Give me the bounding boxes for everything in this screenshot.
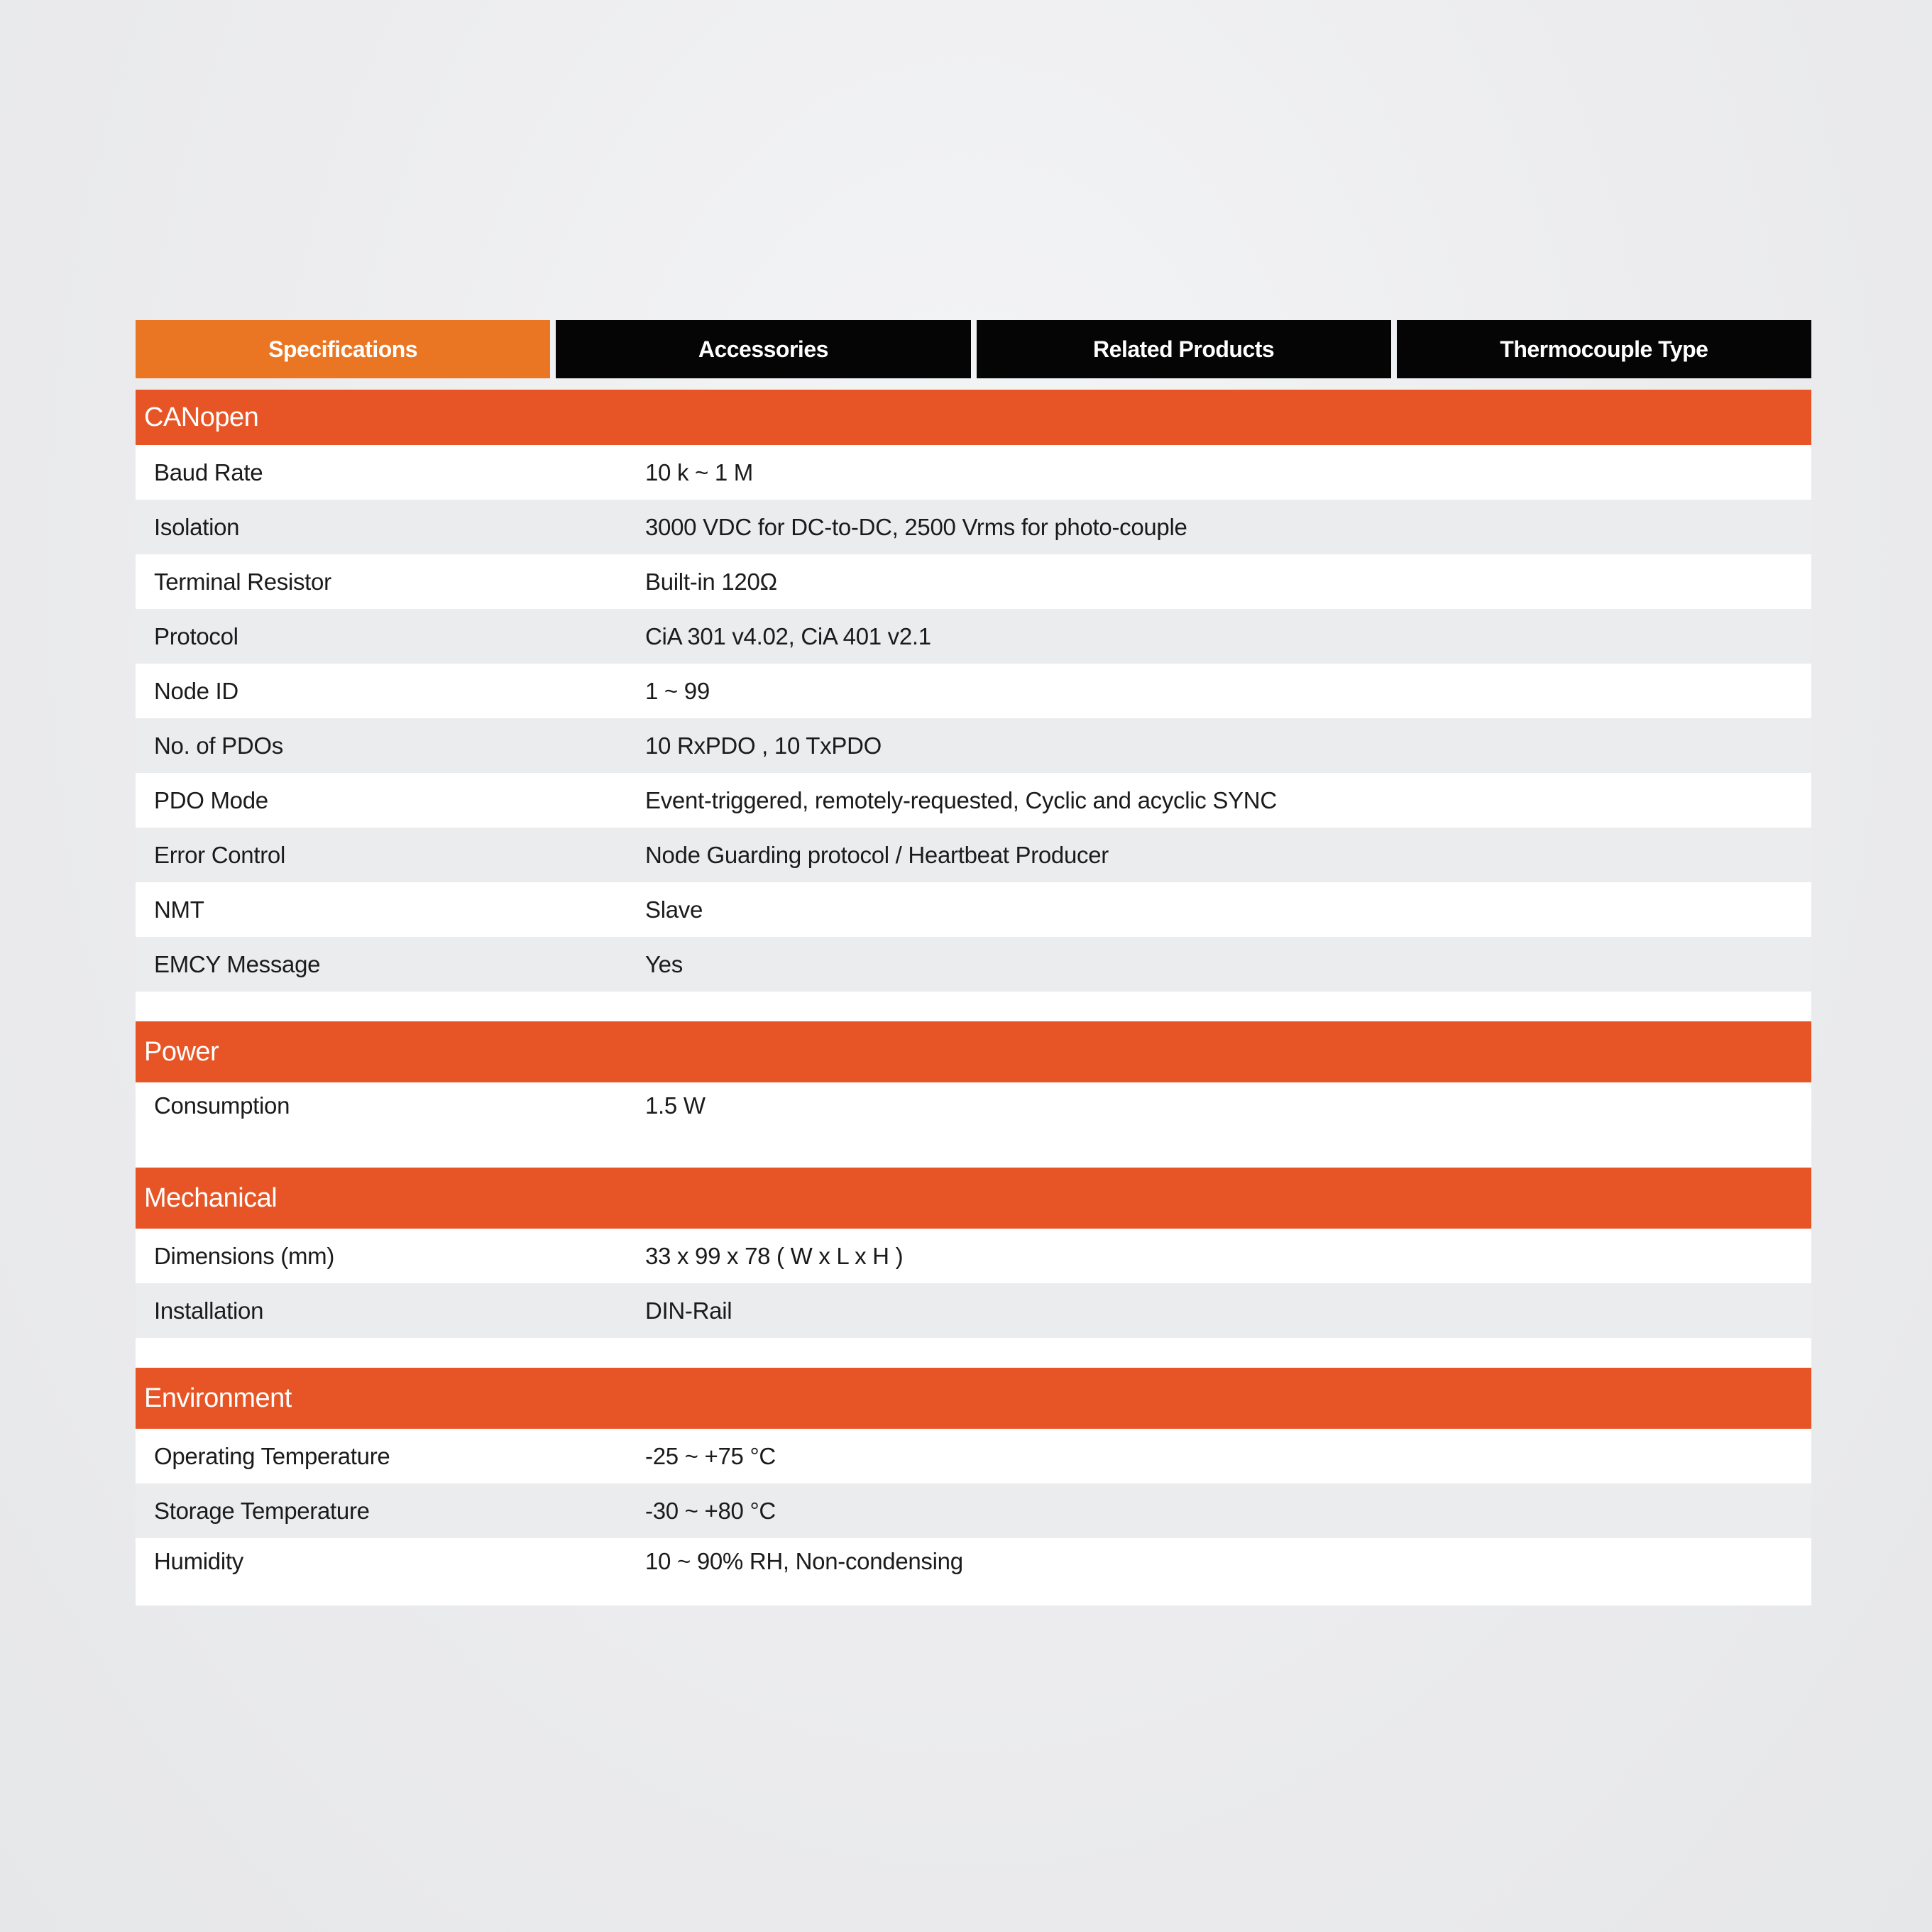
table-row (136, 554, 1811, 609)
spec-key: Baud Rate (154, 459, 263, 485)
spec-value: DIN-Rail (645, 1297, 732, 1324)
spec-key: Dimensions (mm) (154, 1242, 335, 1269)
table-row (136, 445, 1811, 500)
table-row (136, 1082, 1811, 1168)
spec-key: Installation (154, 1297, 264, 1324)
section-canopen (136, 390, 1811, 1021)
spec-value: 33 x 99 x 78 ( W x L x H ) (645, 1242, 904, 1269)
spec-value: 10 k ~ 1 M (645, 459, 753, 485)
spec-value: -25 ~ +75 °C (645, 1442, 776, 1469)
spec-key: Node ID (154, 677, 238, 704)
spec-value: CiA 301 v4.02, CiA 401 v2.1 (645, 622, 931, 649)
spec-value: 1 ~ 99 (645, 677, 710, 704)
spec-value: Built-in 120Ω (645, 568, 777, 595)
spec-value: Slave (645, 896, 703, 923)
tab-specifications[interactable]: Specifications (136, 320, 550, 378)
spec-key: Isolation (154, 513, 240, 540)
spec-rows (136, 445, 1811, 992)
tab-thermocouple-type[interactable]: Thermocouple Type (1397, 320, 1811, 378)
table-row (136, 828, 1811, 882)
spec-value: Node Guarding protocol / Heartbeat Producer (645, 841, 1109, 868)
section-environment (136, 1368, 1811, 1606)
section-header: Mechanical (136, 1168, 1811, 1229)
section-spacer (136, 1338, 1811, 1368)
spec-rows (136, 1229, 1811, 1338)
table-row (136, 937, 1811, 992)
spec-key: Terminal Resistor (154, 568, 331, 595)
spec-key: No. of PDOs (154, 732, 283, 759)
table-row (136, 1283, 1811, 1338)
spec-key: NMT (154, 896, 204, 923)
spec-value: Event-triggered, remotely-requested, Cyclic and acyclic SYNC (645, 786, 1277, 813)
section-header: Power (136, 1021, 1811, 1082)
spec-value: Yes (645, 950, 683, 977)
spec-key: Error Control (154, 841, 285, 868)
spec-key: Protocol (154, 622, 238, 649)
spec-value: 3000 VDC for DC-to-DC, 2500 Vrms for photo-couple (645, 513, 1187, 540)
spec-key: Storage Temperature (154, 1497, 370, 1524)
table-row (136, 1229, 1811, 1283)
spec-rows (136, 1429, 1811, 1606)
tab-bar (136, 320, 1811, 378)
table-row (136, 773, 1811, 828)
spec-key: PDO Mode (154, 786, 268, 813)
spec-value: 10 ~ 90% RH, Non-condensing (645, 1548, 963, 1574)
table-row (136, 882, 1811, 937)
spec-key: Consumption (154, 1092, 290, 1119)
spec-key: Humidity (154, 1548, 243, 1574)
table-row (136, 609, 1811, 664)
spec-value: -30 ~ +80 °C (645, 1497, 776, 1524)
table-row (136, 718, 1811, 773)
section-power (136, 1021, 1811, 1168)
spec-value: 10 RxPDO , 10 TxPDO (645, 732, 882, 759)
tab-related-products[interactable]: Related Products (977, 320, 1391, 378)
section-header: CANopen (136, 390, 1811, 445)
spec-rows (136, 1082, 1811, 1168)
section-mechanical (136, 1168, 1811, 1368)
section-header: Environment (136, 1368, 1811, 1429)
tab-accessories[interactable]: Accessories (556, 320, 970, 378)
table-row (136, 664, 1811, 718)
spec-key: Operating Temperature (154, 1442, 390, 1469)
section-spacer (136, 992, 1811, 1021)
table-row (136, 1538, 1811, 1606)
table-row (136, 1483, 1811, 1538)
spec-panel (136, 320, 1811, 1606)
table-row (136, 500, 1811, 554)
spec-value: 1.5 W (645, 1092, 706, 1119)
spec-key: EMCY Message (154, 950, 321, 977)
table-row (136, 1429, 1811, 1483)
